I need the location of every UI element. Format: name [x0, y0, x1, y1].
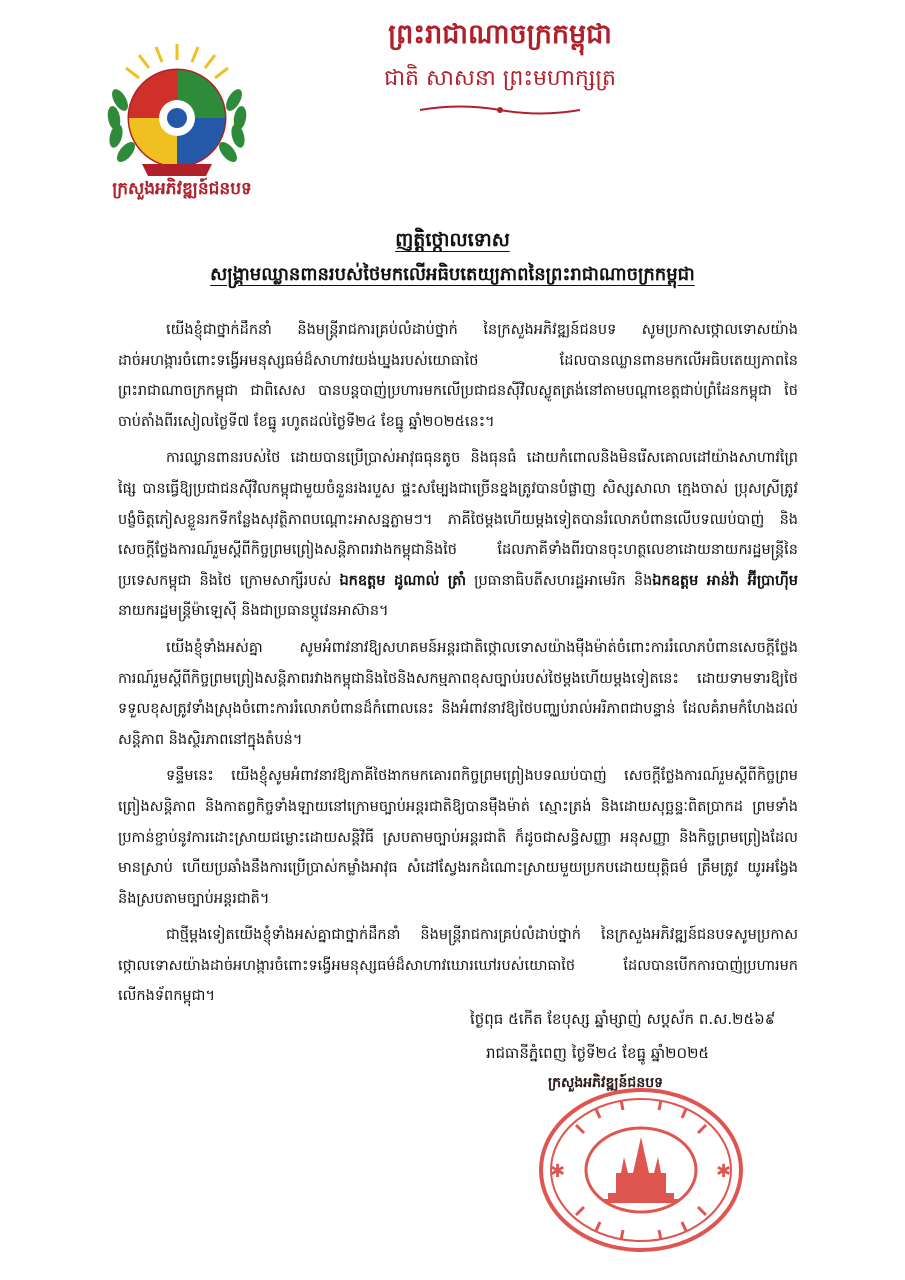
document-title: ញត្តិថ្កោលទោស — [395, 229, 510, 251]
national-motto: ជាតិ សាសនា ព្រះមហាក្សត្រ — [384, 66, 616, 91]
paragraph-2 — [118, 443, 798, 627]
paragraph-4: ទន្ទឹមនេះ យើងខ្ញុំសូមអំពាវនាវឱ្យភាគីថៃងាកមកគោរពកិច្ចព្រមព្រៀងបទឈប់បាញ់ សេចក្តីថ្លែងការណ៍រួមស្តីពីកិច្ចព្រមព្រៀងសន្តិភាព និងកាតព្វកិច្ចទាំងឡាយនៅក្រោមច្បាប់អន្តរជាតិឱ្យបានម៉ឺងម៉ាត់ ស្មោះត្រង់ និងដោយសុច្ឆន្ទៈពិតប្រាកដ ព្រមទាំងប្រកាន់ខ្ជាប់នូវការដោះស្រាយជម្លោះដោយសន្តិវិធី ស្របតាមច្បាប់អន្តរជាតិ ក៏ដូចជាសន្ធិសញ្ញា អនុសញ្ញា និងកិច្ចព្រមព្រៀងដែលមានស្រាប់ ហើយប្រឆាំងនឹងការប្រើប្រាស់កម្លាំងអាវុធ សំដៅស្វែងរកដំណោះស្រាយមួយប្រកបដោយយុត្តិធម៌ ត្រឹមត្រូវ យូរអង្វែង និងស្របតាមច្បាប់អន្តរជាតិ។ — [118, 768, 798, 907]
dignitary-name-1: ឯកឧត្តម ដូណាល់ ត្រាំ — [339, 572, 467, 589]
signer-ministry: ក្រសួងអភិវឌ្ឍន៍ជនបទ — [548, 1075, 663, 1091]
paragraph-2-text-a: ការឈ្លានពានរបស់ថៃ ដោយបានប្រើប្រាស់អាវុធធុនតូច និងធុនធំ ដោយកំពោលនិងមិនរើសគោលដៅយ៉ាងសាហាវព្រៃផ្សៃ បានធ្វើឱ្យប្រជាជនស៊ីវិលកម្ពុជាមួយចំនួនរងរបួស ផ្ទះសម្បែងជាច្រើនខ្នងត្រូវបានបំផ្លាញ សិស្សសាលា ក្មេងចាស់ ប្រុសស្រីត្រូវបង្ខំចិត្តភៀសខ្លួនរកទីកន្លែងសុវត្ថិភាពបណ្តោះអាសន្នភ្លាមៗ។ ភាគីថៃម្តងហើយម្តងទៀតបានរំលោភបំពានលើបទឈប់បាញ់ និងសេចក្តីថ្លែងការណ៍រួមស្តីពីកិច្ចព្រមព្រៀងសន្តិភាពរវាងកម្ពុជានិងថៃ ដែលភាគីទាំងពីរបានចុះហត្ថលេខាដោយនាយករដ្ឋមន្ត្រីនៃប្រទេសកម្ពុជា និងថៃ ក្រោមសាក្សីរបស់ — [118, 450, 798, 589]
ministry-logo-icon — [82, 40, 272, 190]
document-body — [118, 315, 798, 1018]
official-seal-icon — [536, 1085, 746, 1255]
lunar-date: ថ្ងៃពុធ ៥កើត ខែបុស្ស ឆ្នាំម្សាញ់ សប្តស័ក ព.ស.២៥៦៩ — [470, 1010, 776, 1028]
paragraph-3: យើងខ្ញុំទាំងអស់គ្នា សូមអំពាវនាវឱ្យសហគមន៍អន្តរជាតិថ្កោលទោសយ៉ាងម៉ឺងម៉ាត់ចំពោះការរំលោភបំពានសេចក្តីថ្លែងការណ៍រួមស្តីពីកិច្ចព្រមព្រៀងសន្តិភាពរវាងកម្ពុជានិងថៃនិងសកម្មភាពខុសច្បាប់របស់ថៃម្តងហើយម្តងទៀតនេះ ដោយទាមទារឱ្យថៃទទួលខុសត្រូវទាំងស្រុងចំពោះការរំលោភបំពានដ៏កំពោលនេះ និងអំពាវនាវឱ្យថៃបញ្ឈប់រាល់អរិភាពជាបន្ទាន់ ដែលគំរាមកំហែងដល់សន្តិភាព និងស្ថិរភាពនៅក្នុងតំបន់។ — [118, 639, 798, 748]
paragraph-2-text-e: នាយករដ្ឋមន្ត្រីម៉ាឡេស៊ី និងជាប្រធានប្តូវេនអាស៊ាន។ — [118, 603, 389, 620]
ministry-name: ក្រសួងអភិវឌ្ឍន៍ជនបទ — [112, 179, 252, 199]
paragraph-1: យើងខ្ញុំជាថ្នាក់ដឹកនាំ និងមន្ត្រីរាជការគ្រប់លំដាប់ថ្នាក់ នៃក្រសួងអភិវឌ្ឍន៍ជនបទ សូមប្រកាសថ្កោលទោសយ៉ាងដាច់អហង្ការចំពោះទង្វើអមនុស្សធម៌ដ៏សាហាវយង់ឃ្នងរបស់យោធាថៃ ដែលបានឈ្លានពានមកលើអធិបតេយ្យភាពនៃព្រះរាជាណាចក្រកម្ពុជា ជាពិសេស បានបន្តបាញ់ប្រហារមកលើប្រជាជនស៊ីវិលស្លូតត្រង់នៅតាមបណ្តាខេត្តជាប់ព្រំដែនកម្ពុជា ថៃ ចាប់តាំងពីរសៀលថ្ងៃទី៧ ខែធ្នូ រហូតដល់ថ្ងៃទី២៤ ខែធ្នូ ឆ្នាំ២០២៥នេះ។ — [118, 322, 798, 430]
solar-date: រាជធានីភ្នំពេញ ថ្ងៃទី២៤ ខែធ្នូ ឆ្នាំ២០២៥ — [486, 1044, 710, 1062]
svg-text:✱: ✱ — [550, 1161, 566, 1182]
paragraph-5: ជាថ្មីម្តងទៀតយើងខ្ញុំទាំងអស់គ្នាជាថ្នាក់ដឹកនាំ និងមន្ត្រីរាជការគ្រប់លំដាប់ថ្នាក់ នៃក្រសួងអភិវឌ្ឍន៍ជនបទសូមប្រកាសថ្កោលទោសយ៉ាងដាច់អហង្ការចំពោះទង្វើអមនុស្សធម៌ដ៏សាហាវឃោរឃៅរបស់យោធាថៃ ដែលបានបើកការបាញ់ប្រហារមកលើកងទ័ពកម្ពុជា។ — [118, 927, 798, 1005]
ornament-divider-icon — [420, 103, 580, 117]
document-subtitle: សង្គ្រាមឈ្លានពានរបស់ថៃមកលើអធិបតេយ្យភាពនៃព្រះរាជាណាចក្រកម្ពុជា — [210, 264, 695, 285]
dignitary-name-2: ឯកឧត្តម អាន់វ៉ា អ៊ីប្រាហ៊ីម — [652, 572, 798, 589]
svg-text:✱: ✱ — [716, 1161, 732, 1182]
kingdom-title: ព្រះរាជាណាចក្រកម្ពុជា — [388, 19, 612, 50]
paragraph-2-text-c: ប្រធានាធិបតីសហរដ្ឋអាមេរិក និង — [466, 572, 653, 589]
